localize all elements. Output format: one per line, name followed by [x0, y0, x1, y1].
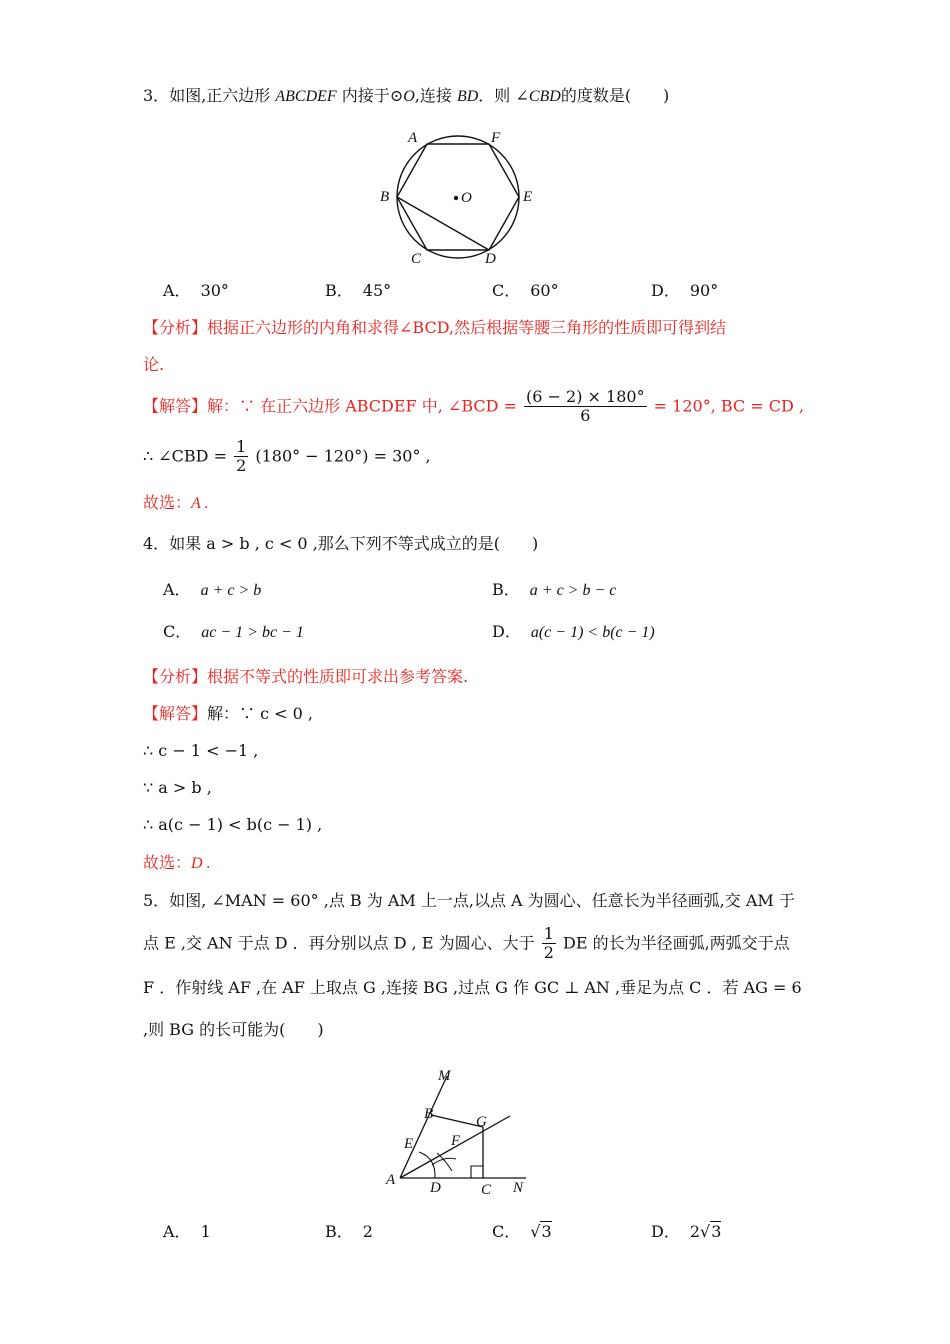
q4-option-d[interactable]: D． a(c − 1) < b(c − 1) — [492, 622, 655, 641]
label-e: E — [523, 189, 533, 205]
q3-answer-line2: ∴ ∠CBD = $\frac{1}{2}$ (180° − 120°) = 30° , — [143, 437, 431, 476]
q5-stem-line2: 点 E ,交 AN 于点 D ．再分别以点 D , E 为圆心、大于 $\frac{1}{2}$ DE 的长为半径画弧,两弧交于点 — [143, 924, 790, 963]
q5-stem-line3: F ．作射线 AF ,在 AF 上取点 G ,连接 BG ,过点 G 作 GC ⊥ AN ,垂足为点 C ．若 AG = 6 — [143, 978, 802, 997]
label-m: M — [438, 1068, 451, 1084]
q4-answer-line3: ∵ a > b , — [143, 778, 212, 797]
segment-bd — [397, 197, 489, 250]
hexagon-abcdef — [397, 144, 519, 250]
label-o: O — [461, 190, 472, 206]
q3-answer-line1: 【解答】解：∵ 在正六边形 ABCDEF 中, ∠BCD = $\frac{(6 - 2) \times 180^\circ}{6}$ = 120°, BC = CD , — [143, 387, 804, 426]
q3-option-c[interactable]: C． 60° — [492, 281, 559, 300]
q4-analysis: 【分析】根据不等式的性质即可求出参考答案. — [143, 667, 469, 686]
q5-stem-line1: 5．如图, ∠MAN = 60° ,点 B 为 AM 上一点,以点 A 为圆心、任意长为半径画弧,交 AM 于 — [143, 891, 795, 910]
label-d: D — [485, 251, 496, 267]
right-angle-mark — [471, 1166, 483, 1178]
label-n: N — [513, 1180, 524, 1196]
q5-option-a[interactable]: A． 1 — [163, 1222, 211, 1241]
q4-answer-line4: ∴ a(c − 1) < b(c − 1) , — [143, 815, 323, 834]
label-g: G — [476, 1114, 487, 1130]
label-b: B — [380, 189, 390, 205]
q3-analysis-cont: 论. — [143, 355, 165, 374]
arc-from-d — [437, 1153, 452, 1171]
q3-option-d[interactable]: D． 90° — [651, 281, 719, 300]
label-c: C — [481, 1182, 492, 1198]
label-c: C — [411, 251, 422, 267]
q5-option-d[interactable]: D． 2√3 — [651, 1222, 722, 1241]
label-d: D — [430, 1180, 441, 1196]
ray-am — [400, 1076, 447, 1178]
arc-from-e — [432, 1158, 456, 1165]
circle-o — [397, 136, 519, 258]
q4-answer-line2: ∴ c − 1 < −1 , — [143, 741, 259, 760]
label-e: E — [404, 1136, 414, 1152]
q5-stem-line4: ,则 BG 的长可能为( ) — [143, 1020, 324, 1039]
q5-option-c[interactable]: C． √3 — [492, 1222, 552, 1241]
q4-choice: 故选：D . — [143, 853, 211, 872]
hexagon-figure — [370, 125, 550, 270]
center-o-dot — [454, 196, 458, 200]
q5-option-b[interactable]: B． 2 — [325, 1222, 373, 1241]
q4-option-c[interactable]: C． ac − 1 > bc − 1 — [163, 622, 304, 641]
label-f: F — [491, 130, 501, 146]
label-a: A — [386, 1172, 396, 1188]
q3-choice: 故选：A . — [143, 493, 209, 512]
q3-option-b[interactable]: B． 45° — [325, 281, 392, 300]
angle-construction-figure — [380, 1060, 540, 1200]
q4-option-b[interactable]: B． a + c > b − c — [492, 580, 617, 599]
q3-stem: 3．如图,正六边形 ABCDEF 内接于⊙O,连接 BD．则 ∠CBD的度数是( ) — [143, 86, 670, 105]
q4-answer-line1: 【解答】解：∵ c < 0 , — [143, 704, 313, 723]
q4-stem: 4．如果 a > b , c < 0 ,那么下列不等式成立的是( ) — [143, 534, 539, 553]
q3-option-a[interactable]: A． 30° — [163, 281, 229, 300]
q3-analysis: 【分析】根据正六边形的内角和求得∠BCD,然后根据等腰三角形的性质即可得到结 — [143, 318, 727, 337]
label-b: B — [424, 1106, 434, 1122]
q4-option-a[interactable]: A． a + c > b — [163, 580, 262, 599]
label-a: A — [408, 130, 418, 146]
label-f: F — [451, 1133, 461, 1149]
